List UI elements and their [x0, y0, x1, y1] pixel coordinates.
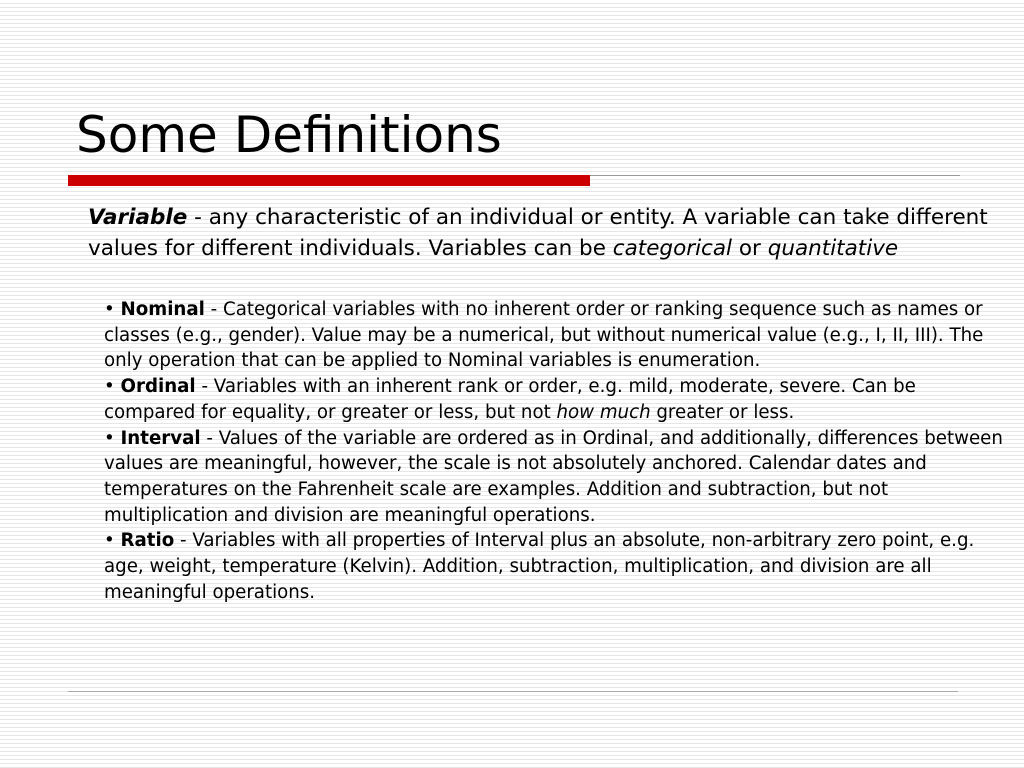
ratio-bullet	[104, 528, 1004, 605]
categorical-term: categorical	[612, 236, 733, 261]
title-rule-line	[590, 175, 960, 176]
bottom-rule-line	[68, 691, 958, 692]
interval-text: - Values of the variable are ordered as in Ordinal, and additionally, differences between values are meaningful, however, the scale is not absolutely anchored. Calendar dates and temperatures on the Fahrenheit scale are examples. Addition and subtraction, but not multiplication and division are meaningful operations.	[104, 427, 1003, 526]
slide-title: Some Definitions	[76, 106, 502, 164]
interval-bullet	[104, 426, 1004, 529]
bullet-marker: •	[104, 376, 115, 398]
nominal-term: Nominal	[120, 299, 205, 320]
ordinal-bullet	[104, 374, 1004, 425]
ordinal-term: Ordinal	[120, 376, 196, 398]
quantitative-term: quantitative	[767, 236, 899, 261]
ratio-term: Ratio	[120, 530, 175, 552]
ratio-text: - Variables with all properties of Interval plus an absolute, non-arbitrary zero point, e.g. age, weight, temperature (Kelvin). Addition, subtraction, multiplication, and division are all meaningful operations.	[104, 530, 975, 603]
ordinal-text: - Variables with an inherent rank or order, e.g. mild, moderate, severe. Can be compared for equality, or greater or less, but not	[104, 376, 916, 423]
bullet-marker: •	[104, 530, 115, 552]
ordinal-emphasis: how much	[556, 401, 651, 423]
bullet-marker: •	[104, 427, 115, 449]
ordinal-text-end: greater or less.	[650, 401, 795, 423]
nominal-bullet	[104, 297, 1004, 374]
bullet-marker: •	[104, 299, 115, 320]
or-text: or	[732, 236, 768, 261]
nominal-text: - Categorical variables with no inherent order or ranking sequence such as names or classes (e.g., gender). Value may be a numerical, but without numerical value (e.g., I, II, III). The only operation that can be applied to Nominal variables is enumeration.	[104, 299, 984, 372]
variable-term: Variable	[88, 205, 188, 230]
title-accent-bar	[68, 175, 590, 186]
variable-definition-text: - any characteristic of an individual or entity. A variable can take different values for different individuals. Variables can be	[88, 205, 988, 261]
variable-definition	[88, 202, 1008, 264]
interval-term: Interval	[120, 427, 201, 449]
variable-types-list	[104, 297, 1004, 605]
